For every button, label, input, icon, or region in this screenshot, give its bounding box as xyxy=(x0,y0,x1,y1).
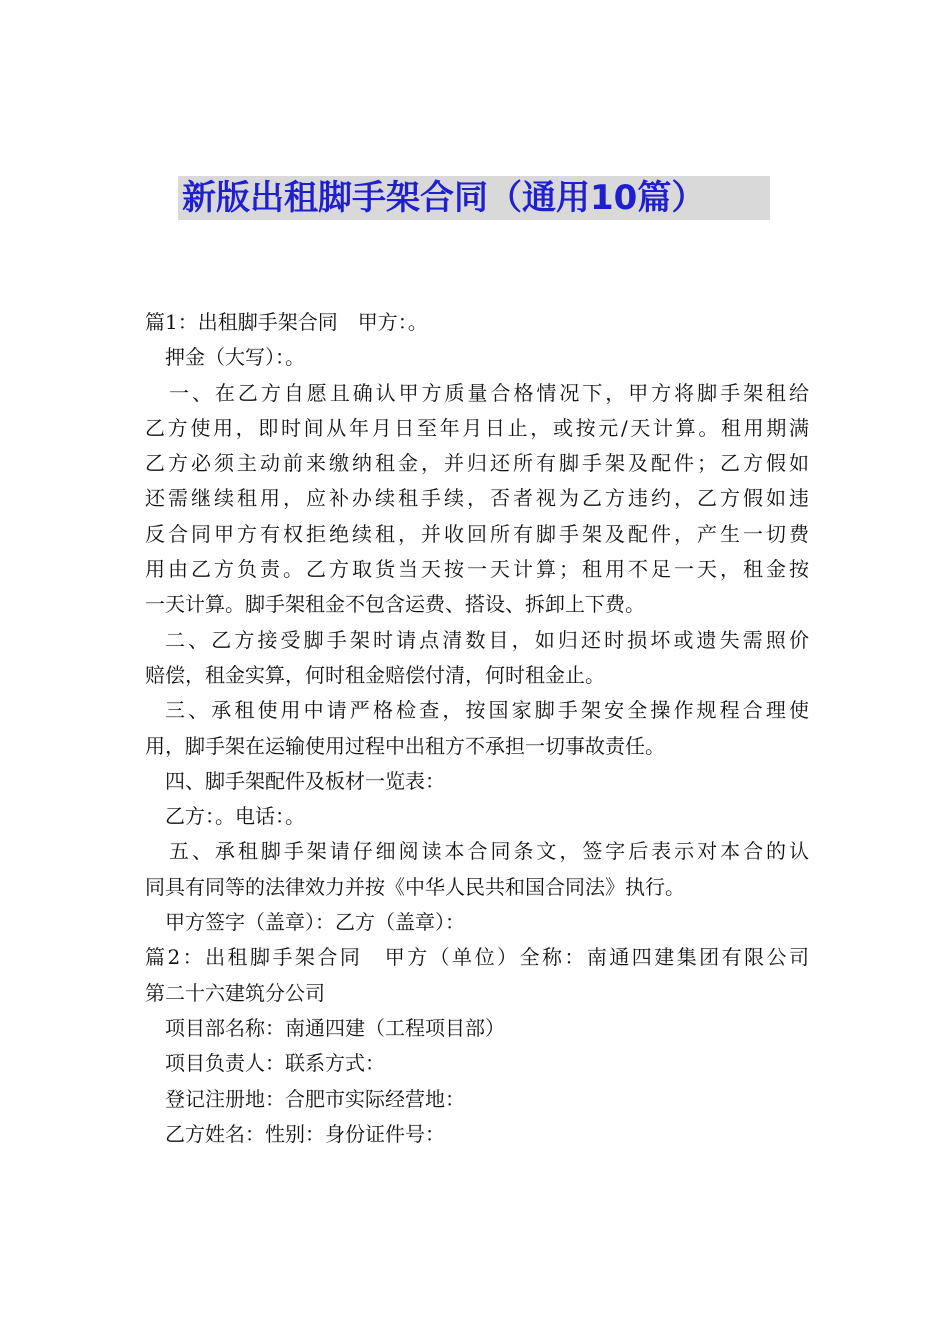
text-line: 登记注册地：合肥市实际经营地： xyxy=(165,1086,465,1111)
text-line: 甲方签字（盖章）：乙方（盖章）： xyxy=(165,910,465,935)
document-title: 新版出租脚手架合同（通用10篇） xyxy=(178,176,770,220)
text-line: 篇2：出租脚手架合同 甲方（单位）全称：南通四建集团有限公司 xyxy=(145,945,809,970)
text-line: 同具有同等的法律效力并按《中华人民共和国合同法》执行。 xyxy=(145,874,685,899)
text-line: 用，脚手架在运输使用过程中出租方不承担一切事故责任。 xyxy=(145,733,665,758)
text-line: 还需继续租用，应补办续租手续，否者视为乙方违约，乙方假如违 xyxy=(145,486,809,511)
text-line: 第二十六建筑分公司 xyxy=(145,980,325,1005)
text-line: 乙方必须主动前来缴纳租金，并归还所有脚手架及配件；乙方假如 xyxy=(145,451,809,476)
text-line: 一、在乙方自愿且确认甲方质量合格情况下，甲方将脚手架租给 xyxy=(169,380,809,405)
text-line: 乙方姓名：性别：身份证件号： xyxy=(165,1121,445,1146)
text-line: 二、乙方接受脚手架时请点清数目，如归还时损坏或遗失需照价 xyxy=(165,627,809,652)
text-line: 乙方：。电话：。 xyxy=(165,804,305,829)
text-line: 四、脚手架配件及板材一览表： xyxy=(165,768,445,793)
text-line: 项目部名称：南通四建（工程项目部） xyxy=(165,1015,505,1040)
text-line: 押金（大写）：。 xyxy=(165,345,305,370)
text-line: 五、承租脚手架请仔细阅读本合同条文，签字后表示对本合的认 xyxy=(169,839,809,864)
text-line: 一天计算。脚手架租金不包含运费、搭设、拆卸上下费。 xyxy=(145,592,645,617)
text-line: 乙方使用，即时间从年月日至年月日止，或按元/天计算。租用期满 xyxy=(145,415,809,440)
text-line: 篇1：出租脚手架合同 甲方：。 xyxy=(145,310,428,334)
text-line: 三、承租使用中请严格检查，按国家脚手架安全操作规程合理使 xyxy=(165,698,809,723)
text-line: 用由乙方负责。乙方取货当天按一天计算；租用不足一天，租金按 xyxy=(145,557,809,582)
text-line: 项目负责人：联系方式： xyxy=(165,1051,385,1076)
document-body xyxy=(145,305,809,1152)
text-line: 赔偿，租金实算，何时租金赔偿付清，何时租金止。 xyxy=(145,662,605,687)
text-line: 反合同甲方有权拒绝续租，并收回所有脚手架及配件，产生一切费 xyxy=(145,521,809,546)
